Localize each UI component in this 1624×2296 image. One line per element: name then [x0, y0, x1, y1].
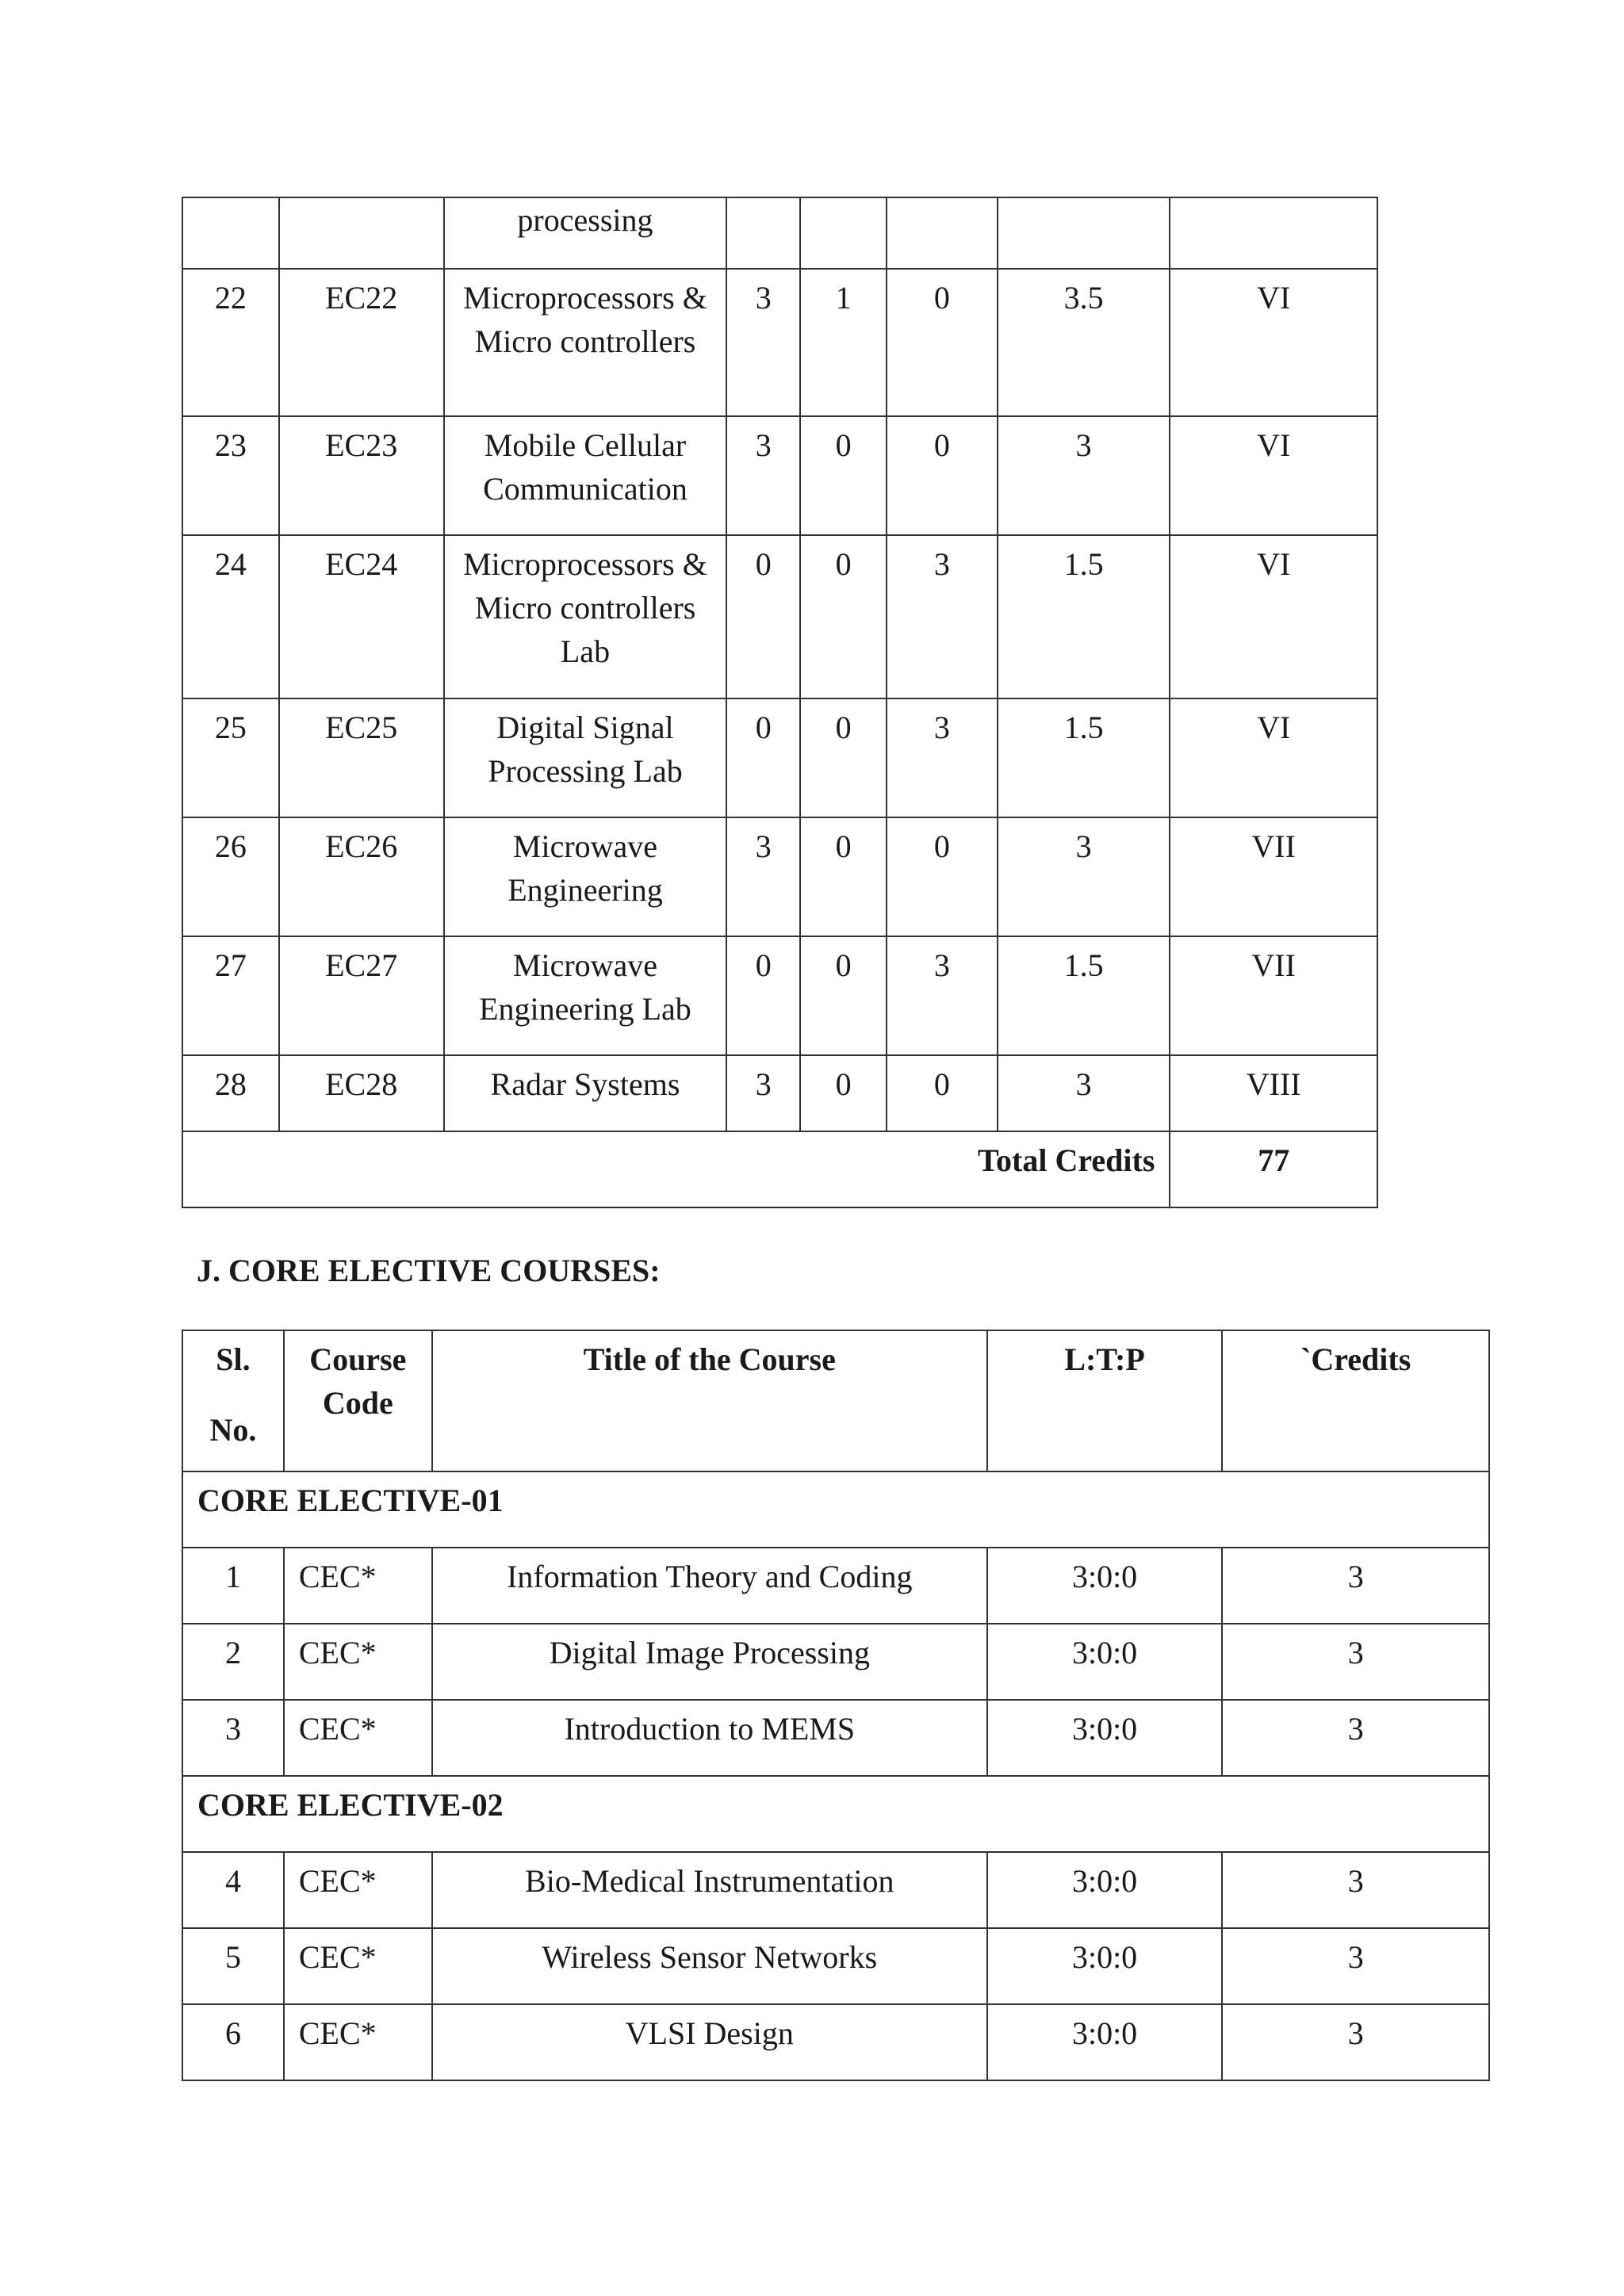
- sl-cell: [182, 197, 279, 269]
- table-row: [182, 416, 1377, 535]
- semester-cell: VI: [1170, 698, 1377, 817]
- code-cell: CEC*: [284, 1624, 432, 1700]
- l-cell: 3: [726, 1055, 800, 1131]
- title-cell: Introduction to MEMS: [432, 1700, 987, 1776]
- credits-cell: 3: [1222, 2004, 1489, 2080]
- ltp-cell: 3:0:0: [987, 1548, 1223, 1624]
- p-cell: 3: [887, 936, 998, 1055]
- l-cell: 3: [726, 416, 800, 535]
- t-cell: 0: [800, 936, 887, 1055]
- credits-cell: 3: [1222, 1700, 1489, 1776]
- l-cell: 0: [726, 535, 800, 698]
- ltp-cell: 3:0:0: [987, 1624, 1223, 1700]
- title-line: Lab: [560, 633, 611, 669]
- code-cell: EC26: [279, 817, 444, 936]
- table-row: [182, 1548, 1489, 1624]
- title-line: Processing Lab: [488, 753, 683, 789]
- l-cell: [726, 197, 800, 269]
- sl-cell: 2: [182, 1624, 284, 1700]
- ltp-cell: 3:0:0: [987, 1928, 1223, 2004]
- group-label: CORE ELECTIVE-02: [182, 1776, 1489, 1852]
- p-cell: 0: [887, 1055, 998, 1131]
- title-line: Radar Systems: [490, 1066, 680, 1102]
- code-cell: EC24: [279, 535, 444, 698]
- title-line: Microprocessors &: [463, 280, 707, 316]
- header-title: Title of the Course: [432, 1330, 987, 1471]
- header-line: Code: [322, 1385, 393, 1421]
- semester-cell: VI: [1170, 416, 1377, 535]
- table-row: [182, 936, 1377, 1055]
- sl-cell: 5: [182, 1928, 284, 2004]
- sl-cell: 4: [182, 1852, 284, 1928]
- sl-cell: 1: [182, 1548, 284, 1624]
- semester-cell: VI: [1170, 269, 1377, 416]
- title-cell: Bio-Medical Instrumentation: [432, 1852, 987, 1928]
- ltp-cell: 3:0:0: [987, 2004, 1223, 2080]
- ltp-cell: 3:0:0: [987, 1852, 1223, 1928]
- credits-cell: 3: [1222, 1928, 1489, 2004]
- title-line: Engineering Lab: [479, 991, 691, 1027]
- header-course-code: [284, 1330, 432, 1471]
- t-cell: 0: [800, 698, 887, 817]
- title-line: Digital Signal: [496, 710, 674, 745]
- table-row: [182, 698, 1377, 817]
- credits-cell: 3: [998, 416, 1170, 535]
- table-row: [182, 197, 1377, 269]
- title-line: Microwave: [512, 828, 658, 864]
- code-cell: CEC*: [284, 2004, 432, 2080]
- header-credits: `Credits: [1222, 1330, 1489, 1471]
- code-cell: EC25: [279, 698, 444, 817]
- total-credits-label: Total Credits: [182, 1131, 1170, 1207]
- credits-cell: 1.5: [998, 535, 1170, 698]
- section-heading: J. CORE ELECTIVE COURSES:: [197, 1253, 661, 1288]
- l-cell: 3: [726, 269, 800, 416]
- sl-cell: 27: [182, 936, 279, 1055]
- p-cell: 3: [887, 535, 998, 698]
- title-cell: VLSI Design: [432, 2004, 987, 2080]
- credits-cell: 3: [998, 817, 1170, 936]
- credits-cell: 3: [1222, 1624, 1489, 1700]
- t-cell: 0: [800, 817, 887, 936]
- code-cell: CEC*: [284, 1548, 432, 1624]
- core-courses-table: [182, 197, 1378, 1208]
- table-row: [182, 1055, 1377, 1131]
- p-cell: 0: [887, 416, 998, 535]
- table-row: [182, 1624, 1489, 1700]
- title-cell: [444, 817, 727, 936]
- title-cell: Information Theory and Coding: [432, 1548, 987, 1624]
- p-cell: 0: [887, 817, 998, 936]
- code-cell: EC23: [279, 416, 444, 535]
- p-cell: [887, 197, 998, 269]
- code-cell: EC22: [279, 269, 444, 416]
- code-cell: CEC*: [284, 1852, 432, 1928]
- sl-cell: 24: [182, 535, 279, 698]
- l-cell: 3: [726, 817, 800, 936]
- t-cell: 1: [800, 269, 887, 416]
- code-cell: CEC*: [284, 1928, 432, 2004]
- credits-cell: 3: [1222, 1852, 1489, 1928]
- credits-cell: 3.5: [998, 269, 1170, 416]
- total-row: [182, 1131, 1377, 1207]
- credits-cell: 1.5: [998, 936, 1170, 1055]
- header-line: Sl.: [216, 1341, 251, 1377]
- title-cell: [444, 698, 727, 817]
- title-cell: processing: [444, 197, 727, 269]
- table-row: [182, 2004, 1489, 2080]
- title-cell: [444, 1055, 727, 1131]
- title-cell: [444, 269, 727, 416]
- code-cell: EC27: [279, 936, 444, 1055]
- semester-cell: VIII: [1170, 1055, 1377, 1131]
- sl-cell: 28: [182, 1055, 279, 1131]
- l-cell: 0: [726, 698, 800, 817]
- title-cell: [444, 535, 727, 698]
- sl-cell: 26: [182, 817, 279, 936]
- credits-cell: 3: [1222, 1548, 1489, 1624]
- p-cell: 0: [887, 269, 998, 416]
- table-row: [182, 1928, 1489, 2004]
- sl-cell: 25: [182, 698, 279, 817]
- title-line: Microprocessors &: [463, 546, 707, 582]
- t-cell: 0: [800, 535, 887, 698]
- core-elective-table: [182, 1330, 1490, 2081]
- code-cell: CEC*: [284, 1700, 432, 1776]
- table-row: [182, 535, 1377, 698]
- title-line: Engineering: [508, 872, 663, 908]
- semester-cell: [1170, 197, 1377, 269]
- header-ltp: L:T:P: [987, 1330, 1223, 1471]
- sl-cell: 3: [182, 1700, 284, 1776]
- title-line: Micro controllers: [474, 590, 696, 626]
- table-row: [182, 1852, 1489, 1928]
- title-cell: Wireless Sensor Networks: [432, 1928, 987, 2004]
- group-label: CORE ELECTIVE-01: [182, 1471, 1489, 1548]
- t-cell: [800, 197, 887, 269]
- title-cell: [444, 416, 727, 535]
- ltp-cell: 3:0:0: [987, 1700, 1223, 1776]
- sl-cell: 6: [182, 2004, 284, 2080]
- title-cell: [444, 936, 727, 1055]
- sl-cell: 23: [182, 416, 279, 535]
- semester-cell: VI: [1170, 535, 1377, 698]
- table-row: [182, 817, 1377, 936]
- credits-cell: 3: [998, 1055, 1170, 1131]
- table-row: [182, 1700, 1489, 1776]
- code-cell: EC28: [279, 1055, 444, 1131]
- t-cell: 0: [800, 416, 887, 535]
- credits-cell: 1.5: [998, 698, 1170, 817]
- total-credits-value: 77: [1170, 1131, 1377, 1207]
- p-cell: 3: [887, 698, 998, 817]
- header-row: [182, 1330, 1489, 1471]
- title-line: Microwave: [512, 947, 658, 983]
- l-cell: 0: [726, 936, 800, 1055]
- title-line: Mobile Cellular: [484, 427, 687, 463]
- title-line: Micro controllers: [474, 323, 696, 359]
- sl-cell: 22: [182, 269, 279, 416]
- title-cell: Digital Image Processing: [432, 1624, 987, 1700]
- group-row: [182, 1471, 1489, 1548]
- semester-cell: VII: [1170, 817, 1377, 936]
- t-cell: 0: [800, 1055, 887, 1131]
- header-line: No.: [209, 1412, 257, 1448]
- title-line: Communication: [483, 471, 688, 507]
- credits-cell: [998, 197, 1170, 269]
- semester-cell: VII: [1170, 936, 1377, 1055]
- group-row: [182, 1776, 1489, 1852]
- header-sl: [182, 1330, 284, 1471]
- code-cell: [279, 197, 444, 269]
- table-row: [182, 269, 1377, 416]
- header-line: Course: [309, 1341, 407, 1377]
